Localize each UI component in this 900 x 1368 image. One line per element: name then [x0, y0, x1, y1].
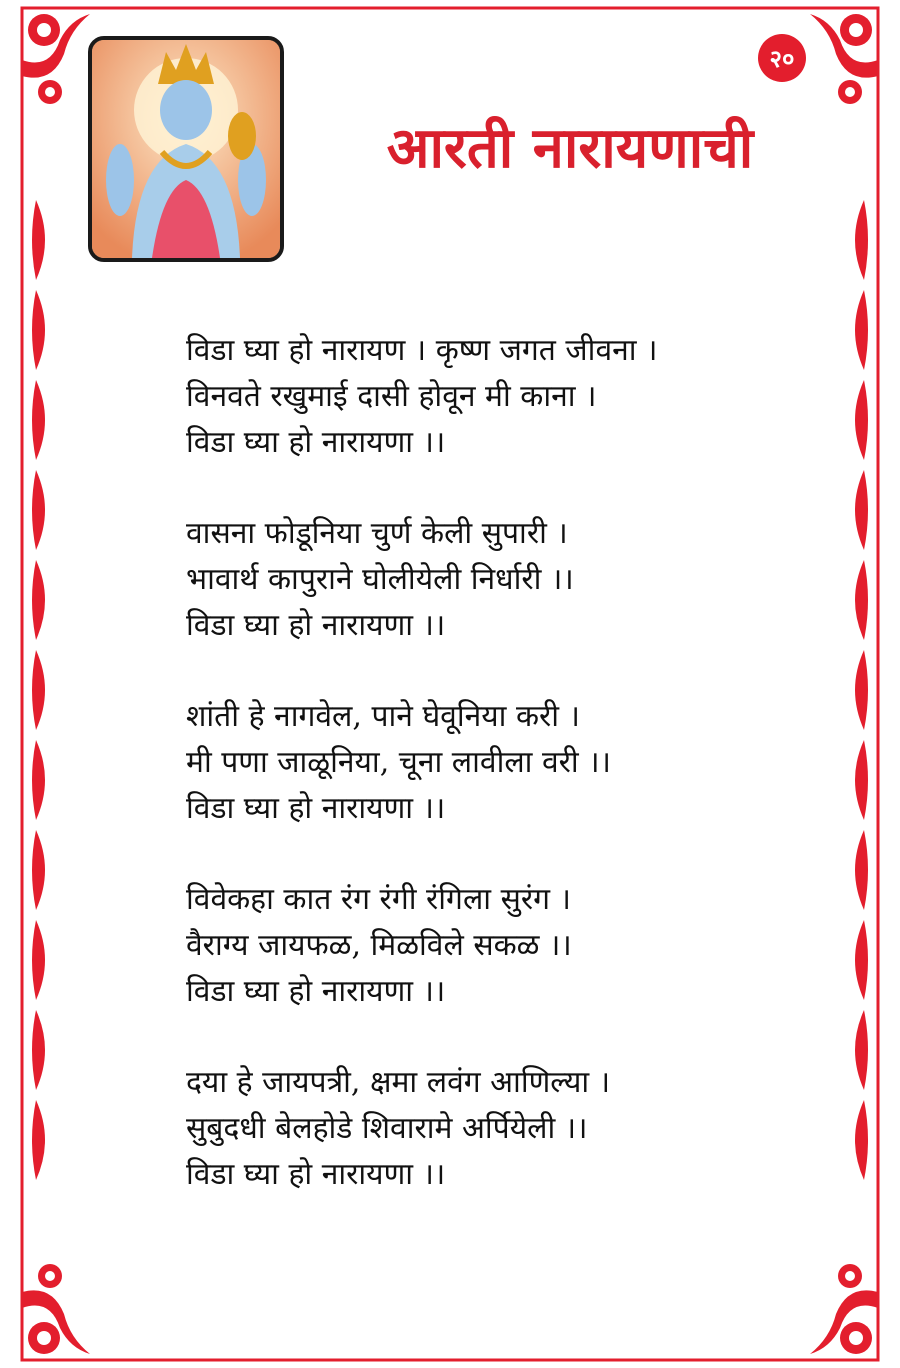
page-number-badge: २० [758, 34, 806, 82]
verse-line: वैराग्य जायफळ, मिळविले सकळ ।। [186, 928, 572, 963]
corner-flower-icon [22, 1264, 90, 1354]
verse-line: दया हे जायपत्री, क्षमा लवंग आणिल्या । [186, 1065, 611, 1100]
verse-line: विनवते रखुमाई दासी होवून मी काना । [186, 379, 597, 414]
verse-line: भावार्थ कापुराने घोलीयेली निर्धारी ।। [186, 562, 574, 597]
corner-flower-icon [22, 14, 90, 104]
aarti-verses [186, 328, 806, 1243]
left-leaf-pattern-icon [32, 200, 45, 1180]
verse-line: विडा घ्या हो नारायणा ।। [186, 974, 446, 1009]
verse-line: विडा घ्या हो नारायणा ।। [186, 608, 446, 643]
verse-line: वासना फोडूनिया चुर्ण केली सुपारी । [186, 516, 568, 551]
page-title: आरती नारायणाची [386, 115, 754, 181]
verse-line: विडा घ्या हो नारायण । कृष्ण जगत जीवना । [186, 333, 658, 368]
vishnu-portrait-icon [88, 36, 284, 262]
verse-line: शांती हे नागवेल, पाने घेवूनिया करी । [186, 699, 580, 734]
verse-line: विडा घ्या हो नारायणा ।। [186, 1157, 446, 1192]
verse-line: मी पणा जाळूनिया, चूना लावीला वरी ।। [186, 745, 611, 780]
stanza [186, 1060, 806, 1198]
verse-line: विडा घ्या हो नारायणा ।। [186, 425, 446, 460]
verse-line: सुबुदधी बेलहोडे शिवारामे अर्पियेली ।। [186, 1111, 588, 1146]
stanza [186, 511, 806, 649]
right-leaf-pattern-icon [855, 200, 868, 1180]
corner-flower-icon [810, 14, 878, 104]
stanza [186, 328, 806, 466]
verse-line: विडा घ्या हो नारायणा ।। [186, 791, 446, 826]
stanza [186, 694, 806, 832]
corner-flower-icon [810, 1264, 878, 1354]
verse-line: विवेकहा कात रंग रंगी रंगिला सुरंग । [186, 882, 571, 917]
stanza [186, 877, 806, 1015]
